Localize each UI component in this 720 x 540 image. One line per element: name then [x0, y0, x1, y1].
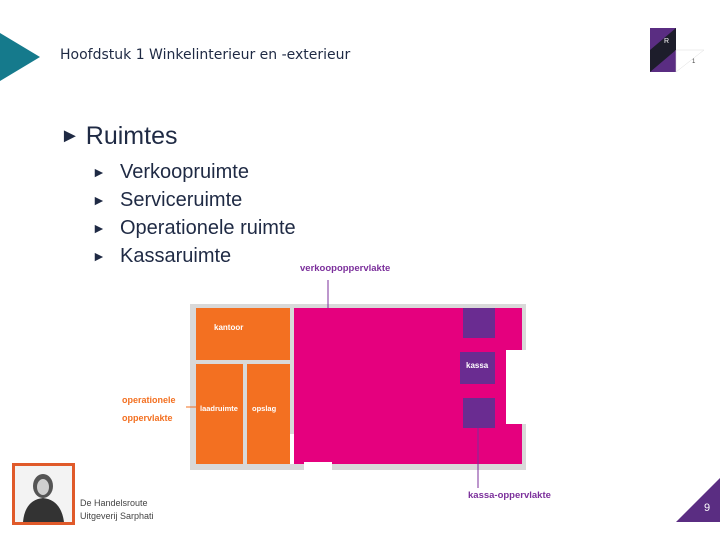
triangle-right-icon: ► [92, 192, 106, 208]
triangle-right-icon: ► [60, 125, 80, 147]
slide-heading-text: Ruimtes [85, 122, 178, 150]
operations-label-line1: operationele [122, 395, 176, 405]
portrait-icon [15, 466, 72, 522]
storage-area [247, 364, 290, 464]
triangle-right-icon: ► [92, 248, 106, 264]
operations-label-line2: oppervlakte [122, 413, 173, 423]
corner-logo-number: 1 [692, 59, 696, 65]
bullet-list [92, 158, 296, 270]
page-number: 9 [704, 502, 711, 514]
corner-logo-letter: R [664, 38, 670, 45]
publisher-logo [12, 463, 75, 525]
sales-floor-label: verkoopoppervlakte [300, 263, 391, 274]
checkout-block-bottom [463, 398, 495, 428]
publisher-line1: De Handelsroute [80, 498, 148, 508]
door-gap [290, 434, 294, 464]
corner-logo-white-tri [676, 50, 704, 72]
list-item [92, 214, 296, 242]
checkout-area-label: kassa-oppervlakte [468, 490, 551, 501]
storage-label: opslag [252, 404, 277, 413]
checkout-block-top [463, 308, 495, 338]
bullet-text: Verkoopruimte [120, 160, 249, 183]
door-cutout [304, 462, 332, 472]
header-left-triangle [0, 33, 40, 81]
publisher-line2: Uitgeverij Sarphati [80, 511, 154, 521]
page-badge-triangle [676, 478, 720, 522]
list-item [92, 158, 296, 186]
bullet-text: Serviceruimte [120, 188, 243, 211]
office-area [196, 308, 290, 360]
triangle-right-icon: ► [92, 220, 106, 236]
bullet-text: Kassaruimte [120, 244, 232, 267]
loading-label: laadruimte [200, 404, 238, 413]
entrance-cutout [506, 350, 526, 424]
floor-plan [110, 260, 580, 510]
checkout-label: kassa [466, 361, 489, 370]
corner-logo [646, 24, 710, 76]
triangle-right-icon: ► [92, 164, 106, 180]
slide-heading [60, 122, 177, 151]
office-label: kantoor [214, 323, 244, 332]
chapter-title: Hoofdstuk 1 Winkelinterieur en -exterieur [60, 47, 351, 63]
loading-area [196, 364, 243, 464]
bullet-text: Operationele ruimte [120, 216, 296, 239]
publisher-name [80, 497, 154, 523]
list-item [92, 186, 296, 214]
page-number-badge [676, 478, 720, 522]
